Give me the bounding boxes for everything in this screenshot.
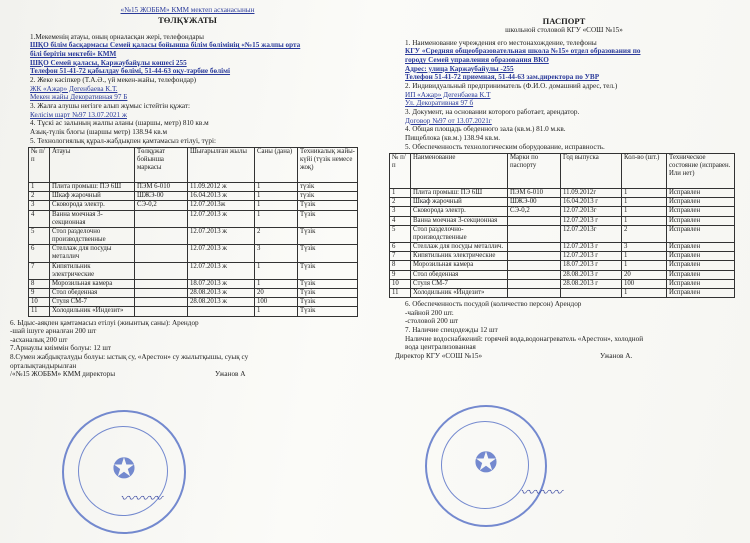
- state-emblem-icon: ✪: [112, 454, 136, 485]
- table-cell: Исправлен: [667, 261, 735, 270]
- table-header: Саны (дана): [255, 148, 298, 183]
- right-footer-line: -столовой 200 шт: [405, 317, 459, 326]
- table-cell: Ванна моечная 3-секционная: [411, 216, 508, 225]
- table-cell: [508, 243, 561, 252]
- left-item: Телефон 51-41-72 қабылдау бөлімі, 51-44-63 оқу-тәрбие бөлімі: [30, 67, 231, 76]
- table-cell: Түзік: [298, 262, 358, 279]
- table-cell: 1: [255, 279, 298, 288]
- right-item: 3. Документ, на основании которого работает, арендатор.: [405, 107, 580, 116]
- table-header: № п/п: [390, 154, 411, 189]
- table-header: Атауы: [50, 148, 135, 183]
- table-cell: 4: [29, 210, 50, 227]
- table-cell: 1: [255, 192, 298, 201]
- table-header: Год выпуска: [561, 154, 622, 189]
- table-cell: 9: [29, 289, 50, 298]
- table-header: № п/п: [29, 148, 50, 183]
- table-cell: 7: [29, 262, 50, 279]
- table-cell: [508, 216, 561, 225]
- left-item: Келісім шарт №97 13.07.2021 ж: [30, 110, 127, 119]
- table-header: Техническое состояние (исправен. Или нет): [667, 154, 735, 189]
- table-cell: 2: [255, 227, 298, 244]
- right-footer-line: вода централизованная: [405, 343, 476, 352]
- table-row: [390, 243, 735, 252]
- table-cell: Түзік: [298, 201, 358, 210]
- table-cell: 1: [255, 262, 298, 279]
- table-row: [390, 288, 735, 297]
- right-title: ПАСПОРТ: [542, 16, 586, 26]
- table-cell: Түзік: [298, 279, 358, 288]
- table-cell: [135, 279, 188, 288]
- table-row: [29, 183, 358, 192]
- table-cell: Шкаф жарочный: [50, 192, 135, 201]
- table-cell: ШЖЭ-00: [135, 192, 188, 201]
- table-cell: СЭ-0,2: [135, 201, 188, 210]
- table-cell: 10: [390, 279, 411, 288]
- table-cell: 12.07.2013 г: [561, 216, 622, 225]
- table-cell: [135, 298, 188, 307]
- table-cell: 11: [390, 288, 411, 297]
- table-cell: 12.07.2013ж: [188, 201, 255, 210]
- table-cell: Стол разделочно-производственные: [411, 225, 508, 242]
- table-cell: 12.07.2013 г: [561, 243, 622, 252]
- table-cell: 1: [255, 210, 298, 227]
- right-item: 5. Обеспеченность технологическим оборудование, исправность.: [405, 142, 605, 151]
- table-cell: 100: [255, 298, 298, 307]
- table-cell: Кипятильник электрические: [411, 252, 508, 261]
- table-cell: 1: [255, 307, 298, 316]
- table-cell: 5: [390, 225, 411, 242]
- table-cell: 1: [255, 183, 298, 192]
- table-cell: 12.07.2013 ж: [188, 262, 255, 279]
- table-cell: Исправлен: [667, 288, 735, 297]
- table-cell: Түзік: [298, 298, 358, 307]
- table-cell: Исправлен: [667, 216, 735, 225]
- table-cell: 2: [29, 192, 50, 201]
- table-row: [29, 227, 358, 244]
- table-cell: 18.07.2013 г: [561, 261, 622, 270]
- table-cell: Морозильная камера: [50, 279, 135, 288]
- left-footer-line: орталықтандырылған: [10, 361, 77, 370]
- right-director-label: Директор КГУ «СОШ №15»: [395, 351, 483, 360]
- table-row: [390, 261, 735, 270]
- table-cell: [508, 261, 561, 270]
- table-row: [390, 252, 735, 261]
- table-row: [29, 307, 358, 316]
- table-cell: Түзік: [298, 227, 358, 244]
- table-cell: [508, 279, 561, 288]
- table-row: [29, 210, 358, 227]
- table-cell: 1: [29, 183, 50, 192]
- table-row: [390, 207, 735, 216]
- table-header: Наименование: [411, 154, 508, 189]
- table-cell: Стеллаж для посуды металлич.: [411, 243, 508, 252]
- table-cell: Сковорода электр.: [50, 201, 135, 210]
- table-cell: [508, 252, 561, 261]
- right-signature-icon: 〰〰〰: [520, 486, 562, 501]
- table-cell: 10: [29, 298, 50, 307]
- table-row: [29, 245, 358, 262]
- table-cell: [135, 289, 188, 298]
- table-cell: СЭ-0,2: [508, 207, 561, 216]
- table-cell: Исправлен: [667, 207, 735, 216]
- table-cell: 1: [622, 216, 667, 225]
- table-cell: 6: [29, 245, 50, 262]
- table-cell: 3: [390, 207, 411, 216]
- table-cell: Сковорода электр.: [411, 207, 508, 216]
- table-cell: Исправлен: [667, 225, 735, 242]
- table-cell: Исправлен: [667, 279, 735, 288]
- table-cell: 1: [255, 201, 298, 210]
- table-cell: 12.07.2013 г: [561, 252, 622, 261]
- table-row: [390, 270, 735, 279]
- table-row: [390, 279, 735, 288]
- table-cell: [188, 307, 255, 316]
- table-header-row: [29, 148, 358, 183]
- left-signature-line: [10, 370, 365, 379]
- right-item: ИП «Ажар» Дегенбаева К.Т: [405, 90, 491, 99]
- right-subtitle: школьной столовой КГУ «СОШ №15»: [505, 26, 623, 35]
- table-cell: 2: [390, 198, 411, 207]
- table-row: [390, 189, 735, 198]
- left-footer-line: 7.Арнаулы киіммін болуы: 12 шт: [10, 344, 112, 353]
- table-cell: 1: [390, 189, 411, 198]
- left-item: ШҚО Семей қаласы, Каржаубайұлы көшесі 255: [30, 58, 187, 67]
- table-cell: 11: [29, 307, 50, 316]
- table-header-row: [390, 154, 735, 189]
- left-footer-line: -асханалық 200 шт: [10, 335, 68, 344]
- left-item: ШҚО білім басқармасы Семей қаласы бойынша білім бөлімінің «№15 жалпы орта: [30, 41, 301, 50]
- table-row: [29, 201, 358, 210]
- table-header: Шығарылған жылы: [188, 148, 255, 183]
- left-passport-kazakh: [10, 6, 365, 379]
- right-item: Телефон 51-41-72 приемная, 51-44-63 зам.директора по УВР: [405, 73, 600, 82]
- right-director-name: Ужанов А.: [600, 351, 633, 360]
- left-director-name: Ужанов А: [215, 370, 246, 379]
- table-cell: Холодильник «Индезит»: [50, 307, 135, 316]
- table-cell: Стуля СМ-7: [50, 298, 135, 307]
- table-row: [29, 192, 358, 201]
- left-item: 5. Технологиялық құрал-жабдықпен қамтамасыз етілуі, түрі:: [30, 136, 216, 145]
- left-item: 2. Жеке кәсіпкер (Т.А.Ә., үй мекен-жайы, телефондар): [30, 76, 197, 85]
- right-footer-line: 7. Наличие спецодежды 12 шт: [405, 325, 498, 334]
- table-cell: Исправлен: [667, 252, 735, 261]
- left-footer-line: -шай ішуге арналған 200 шт: [10, 327, 97, 336]
- table-cell: түзік: [298, 183, 358, 192]
- table-cell: 12.07.2013г: [561, 225, 622, 242]
- table-cell: 8: [390, 261, 411, 270]
- right-official-stamp: [425, 405, 547, 527]
- table-cell: 3: [255, 245, 298, 262]
- table-cell: Стол обеденная: [50, 289, 135, 298]
- table-cell: 12.07.2013 ж: [188, 245, 255, 262]
- table-cell: 16.04.2013 г: [561, 198, 622, 207]
- left-title: ТӨЛҚҰЖАТЫ: [158, 14, 217, 25]
- left-item: ЖК «Ажар» Дегенбаева К.Т.: [30, 84, 118, 93]
- left-item: Азық-түлік блогы (шаршы метр) 138.94 кв.м: [30, 127, 168, 136]
- table-cell: [135, 210, 188, 227]
- right-signature-line: [385, 352, 743, 361]
- table-cell: Ванна моечная 3-секционная: [50, 210, 135, 227]
- left-top-note: «№15 ЖОББМ» КММ мектеп асханасынын: [120, 6, 255, 14]
- table-header: Техникалық жайы-күйі (түзік немесе жоқ): [298, 148, 358, 183]
- table-cell: [135, 227, 188, 244]
- table-cell: Исправлен: [667, 270, 735, 279]
- table-cell: 12.07.2013 ж: [188, 210, 255, 227]
- table-cell: 7: [390, 252, 411, 261]
- table-cell: 5: [29, 227, 50, 244]
- right-footer-line: Наличие водоснабжений: горячей вода,водонагреватель «Арестон», холодной: [405, 334, 644, 343]
- right-footer-line: 6. Обеспеченность посудой (количество персон) Арендор: [405, 300, 582, 309]
- left-item: 1.Мекеменің атауы, оның орналасқан жері, телефондары: [30, 32, 204, 41]
- right-equipment-table: [389, 153, 735, 298]
- table-cell: [508, 225, 561, 242]
- table-cell: 2: [622, 225, 667, 242]
- state-emblem-icon: ✪: [474, 448, 498, 479]
- right-item: 1. Наименование учреждения его местонахождение, телефоны: [405, 38, 597, 47]
- table-cell: 18.07.2013 ж: [188, 279, 255, 288]
- table-cell: [508, 288, 561, 297]
- table-cell: 1: [622, 288, 667, 297]
- left-item: білі берітін мектебі» КММ: [30, 50, 117, 59]
- table-cell: 28.08.2013 г: [561, 270, 622, 279]
- table-cell: [508, 270, 561, 279]
- table-cell: түзік: [298, 192, 358, 201]
- right-item: Адрес: улица Каржаубайулы -255: [405, 64, 514, 73]
- table-cell: Стеллаж для посуды металлич: [50, 245, 135, 262]
- table-cell: Исправлен: [667, 198, 735, 207]
- table-cell: Стуля СМ-7: [411, 279, 508, 288]
- table-row: [29, 298, 358, 307]
- right-item: 4. Общая площадь обеденного зала (кв.м.) 81.0 м.кв.: [405, 125, 566, 134]
- table-header: Төлқұжат бойынша маркасы: [135, 148, 188, 183]
- left-item: 4. Тұскі ас залының жалпы аланы (шаршы, метр) 810 кв.м: [30, 119, 209, 128]
- table-cell: [135, 262, 188, 279]
- table-cell: Түзік: [298, 289, 358, 298]
- table-cell: Түзік: [298, 245, 358, 262]
- table-cell: 28.08.2013 г: [561, 279, 622, 288]
- table-cell: 28.08.2013 ж: [188, 298, 255, 307]
- table-cell: 1: [622, 189, 667, 198]
- table-cell: ШЖЭ-00: [508, 198, 561, 207]
- table-cell: 20: [255, 289, 298, 298]
- table-cell: ПЭМ 6-010: [135, 183, 188, 192]
- table-cell: Исправлен: [667, 189, 735, 198]
- table-cell: [135, 307, 188, 316]
- left-footer-line: 6. Ыдыс-аяқпен қамтамасыз етілуі (жиынтық саны): Арендор: [10, 318, 199, 327]
- table-cell: 6: [390, 243, 411, 252]
- left-director-label: /«№15 ЖОББМ» КММ директоры: [10, 370, 116, 379]
- table-cell: Кипятильник электрические: [50, 262, 135, 279]
- table-row: [29, 289, 358, 298]
- table-cell: 8: [29, 279, 50, 288]
- table-header: Марки по паспорту: [508, 154, 561, 189]
- right-footer-line: -чайной 200 шт.: [405, 308, 454, 317]
- table-cell: Стол разделочно производственные: [50, 227, 135, 244]
- table-row: [390, 198, 735, 207]
- table-cell: [135, 245, 188, 262]
- left-item: Мекен жайы Декоративная 97 Б: [30, 93, 128, 102]
- right-item: городу Семей управления образования ВКО: [405, 56, 549, 65]
- right-item: Пищеблока (кв.м.) 138.94 кв.м.: [405, 133, 500, 142]
- table-cell: 9: [390, 270, 411, 279]
- table-cell: 16.04.2013 ж: [188, 192, 255, 201]
- table-cell: [561, 288, 622, 297]
- table-cell: 1: [622, 207, 667, 216]
- table-cell: Плита промыш: ПЭ 6Ш: [411, 189, 508, 198]
- table-cell: Исправлен: [667, 243, 735, 252]
- table-cell: Стол обеденная: [411, 270, 508, 279]
- right-item: КГУ «Средняя общеобразовательная школа №15» отдел образования по: [405, 47, 641, 56]
- table-cell: 100: [622, 279, 667, 288]
- table-cell: 1: [622, 261, 667, 270]
- table-cell: 11.09.2012 ж: [188, 183, 255, 192]
- table-cell: ПЭМ 6-010: [508, 189, 561, 198]
- table-header: Кол-во (шт.): [622, 154, 667, 189]
- table-cell: Холодильник «Индезит»: [411, 288, 508, 297]
- right-item: Ул. Декоративная 97 б: [405, 99, 474, 108]
- table-cell: 1: [622, 252, 667, 261]
- left-signature-icon: 〰〰〰: [120, 492, 162, 507]
- right-passport-russian: [385, 6, 743, 361]
- left-footer-line: 8.Сумен жабдықталуды болуы: ыстық су, «Арестон» су жылытқышы, суық су: [10, 353, 249, 362]
- table-cell: 20: [622, 270, 667, 279]
- table-cell: 4: [390, 216, 411, 225]
- right-item: 2. Индивидуальный предприниматель (Ф.И.О. домашний адрес, тел.): [405, 82, 618, 91]
- table-cell: Шкаф жарочный: [411, 198, 508, 207]
- table-cell: 3: [29, 201, 50, 210]
- table-cell: 12.07.2013 ж: [188, 227, 255, 244]
- table-cell: Плита промыш: ПЭ 6Ш: [50, 183, 135, 192]
- table-cell: 12.07.2013г: [561, 207, 622, 216]
- table-cell: Морозильная камера: [411, 261, 508, 270]
- table-row: [29, 262, 358, 279]
- table-cell: 3: [622, 243, 667, 252]
- table-cell: Түзік: [298, 307, 358, 316]
- left-equipment-table: [28, 147, 358, 316]
- table-cell: 28.08.2013 ж: [188, 289, 255, 298]
- left-item: 3. Жалға алушы негізге алып жұмыс істейтін құжат:: [30, 101, 191, 110]
- right-item: Договор №97 от 13.07.2021г: [405, 116, 492, 125]
- table-row: [29, 279, 358, 288]
- table-cell: 11.09.2012г: [561, 189, 622, 198]
- table-row: [390, 225, 735, 242]
- left-official-stamp: [62, 410, 186, 534]
- table-row: [390, 216, 735, 225]
- table-cell: 1: [622, 198, 667, 207]
- table-cell: Түзік: [298, 210, 358, 227]
